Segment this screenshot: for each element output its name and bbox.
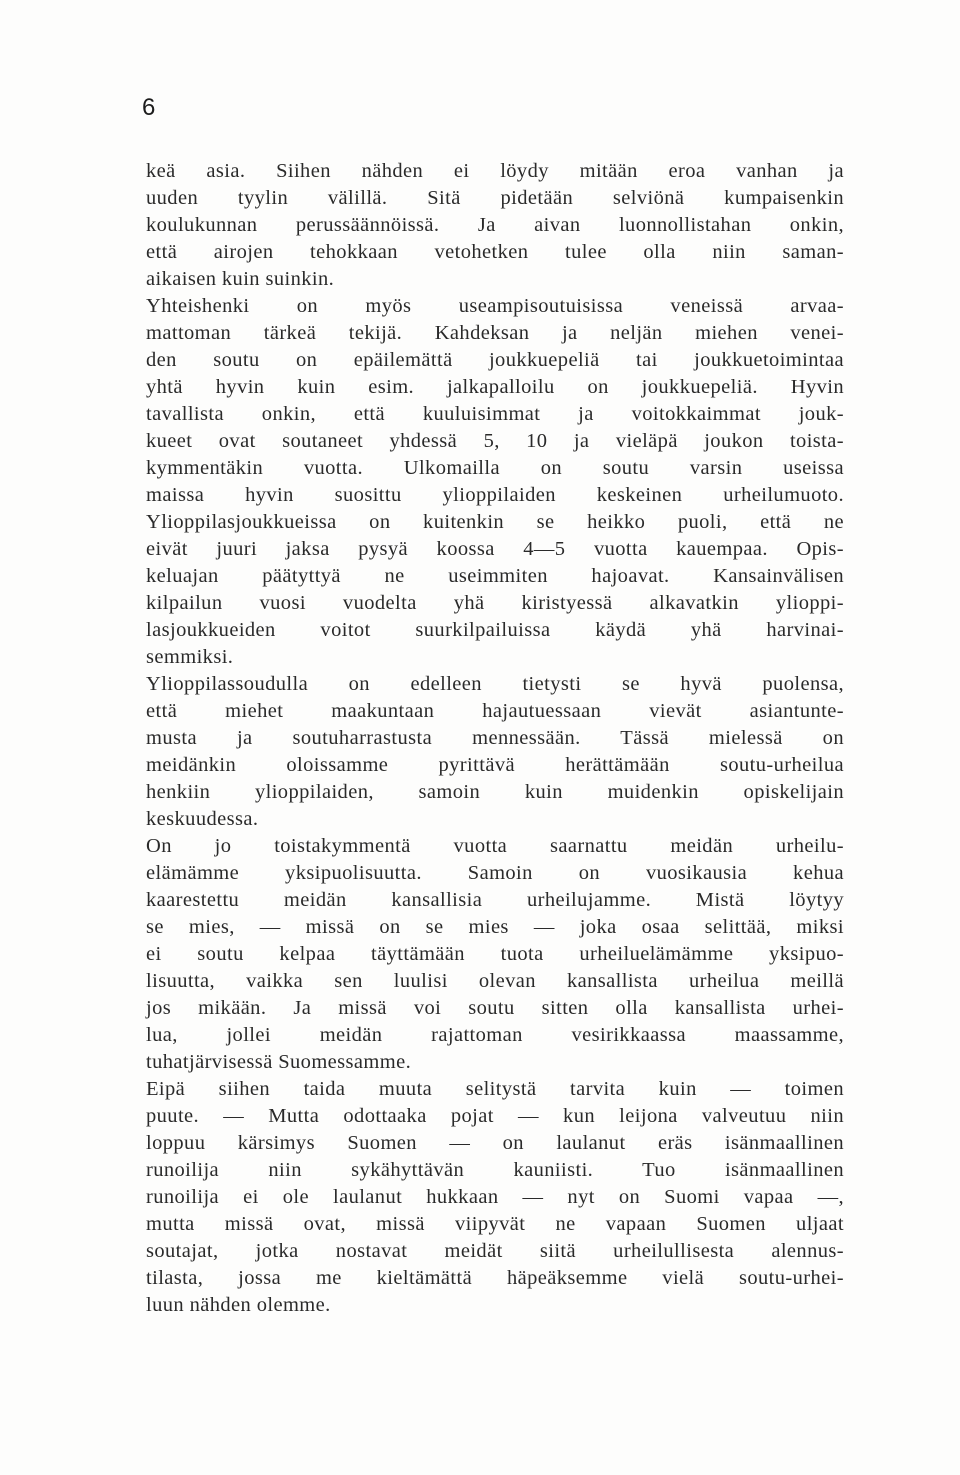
- text-line: mutta missä ovat, missä viipyvät ne vapaan Suomen uljaat: [146, 1213, 844, 1235]
- text-line: On jo toistakymmentä vuotta saarnattu meidän urheilu-: [146, 835, 844, 857]
- text-line: tilasta, jossa me kieltämättä häpeäksemme vielä soutu-urhei-: [146, 1267, 844, 1289]
- text-line: koulukunnan perussäännöissä. Ja aivan luonnollistahan onkin,: [146, 214, 844, 236]
- text-line: että miehet maakuntaan hajautuessaan vievät asiantunte-: [146, 700, 844, 722]
- text-line: maissa hyvin suosittu ylioppilaiden keskeinen urheilumuoto.: [146, 484, 844, 506]
- text-line: musta ja soutuharrastusta mennessään. Tässä mielessä on: [146, 727, 844, 749]
- text-line: henkiin ylioppilaiden, samoin kuin muidenkin opiskelijain: [146, 781, 844, 803]
- text-line: semmiksi.: [146, 646, 234, 668]
- text-line: Ylioppilasjoukkueissa on kuitenkin se heikko puoli, että ne: [146, 511, 844, 533]
- text-line: Yhteishenki on myös useampisoutuisissa veneissä arvaa-: [146, 295, 844, 317]
- text-line: lua, jollei meidän rajattoman vesirikkaassa maassamme,: [146, 1024, 844, 1046]
- text-line: lasjoukkueiden voitot suurkilpailuissa käydä yhä harvinai-: [146, 619, 844, 641]
- text-line: Ylioppilassoudulla on edelleen tietysti se hyvä puolensa,: [146, 673, 844, 695]
- text-line: keluajan päätyttyä ne useimmiten hajoavat. Kansainvälisen: [146, 565, 844, 587]
- text-line: lisuutta, vaikka sen luulisi olevan kansallista urheilua meillä: [146, 970, 844, 992]
- text-line: kaarestettu meidän kansallisia urheilujamme. Mistä löytyy: [146, 889, 844, 911]
- text-line: jos mikään. Ja missä voi soutu sitten olla kansallista urhei-: [146, 997, 844, 1019]
- text-line: runoilija niin sykähyttävän kauniisti. Tuo isänmaallinen: [146, 1159, 844, 1181]
- text-line: den soutu on epäilemättä joukkuepeliä tai joukkuetoimintaa: [146, 349, 844, 371]
- page-number: 6: [142, 94, 156, 121]
- text-line: että airojen tehokkaan vetohetken tulee olla niin saman-: [146, 241, 844, 263]
- text-line: uuden tyylin välillä. Sitä pidetään selviönä kumpaisenkin: [146, 187, 844, 209]
- text-line: elämämme yksipuolisuutta. Samoin on vuosikausia kehua: [146, 862, 844, 884]
- text-line: soutajat, jotka nostavat meidät siitä urheilullisesta alennus-: [146, 1240, 844, 1262]
- text-line: kilpailun vuosi vuodelta yhä kiristyessä alkavatkin ylioppi-: [146, 592, 844, 614]
- text-line: kueet ovat soutaneet yhdessä 5, 10 ja vieläpä joukon toista-: [146, 430, 844, 452]
- text-line: meidänkin oloissamme pyrittävä herättämään soutu-urheilua: [146, 754, 844, 776]
- text-line: tavallista onkin, että kuuluisimmat ja voitokkaimmat jouk-: [146, 403, 844, 425]
- text-line: Eipä siihen taida muuta selitystä tarvita kuin — toimen: [146, 1078, 844, 1100]
- text-line: runoilija ei ole laulanut hukkaan — nyt on Suomi vapaa —,: [146, 1186, 844, 1208]
- text-line: yhtä hyvin kuin esim. jalkapalloilu on joukkuepeliä. Hyvin: [146, 376, 844, 398]
- text-line: keskuudessa.: [146, 808, 259, 830]
- text-line: loppuu kärsimys Suomen — on laulanut eräs isänmaallinen: [146, 1132, 844, 1154]
- text-line: se mies, — missä on se mies — joka osaa selittää, miksi: [146, 916, 844, 938]
- text-line: puute. — Mutta odottaaka pojat — kun leijona valveutuu niin: [146, 1105, 844, 1127]
- text-line: mattoman tärkeä tekijä. Kahdeksan ja neljän miehen venei-: [146, 322, 844, 344]
- text-line: eivät juuri jaksa pysyä koossa 4—5 vuotta kauempaa. Opis-: [146, 538, 844, 560]
- text-line: kymmentäkin vuotta. Ulkomailla on soutu varsin useissa: [146, 457, 844, 479]
- body-text: [146, 158, 844, 1319]
- text-line: luun nähden olemme.: [146, 1294, 331, 1316]
- text-line: aikaisen kuin suinkin.: [146, 268, 335, 290]
- text-line: tuhatjärvisessä Suomessamme.: [146, 1051, 412, 1073]
- text-line: ei soutu kelpaa täyttämään tuota urheiluelämämme yksipuo-: [146, 943, 844, 965]
- text-line: keä asia. Siihen nähden ei löydy mitään eroa vanhan ja: [146, 160, 844, 182]
